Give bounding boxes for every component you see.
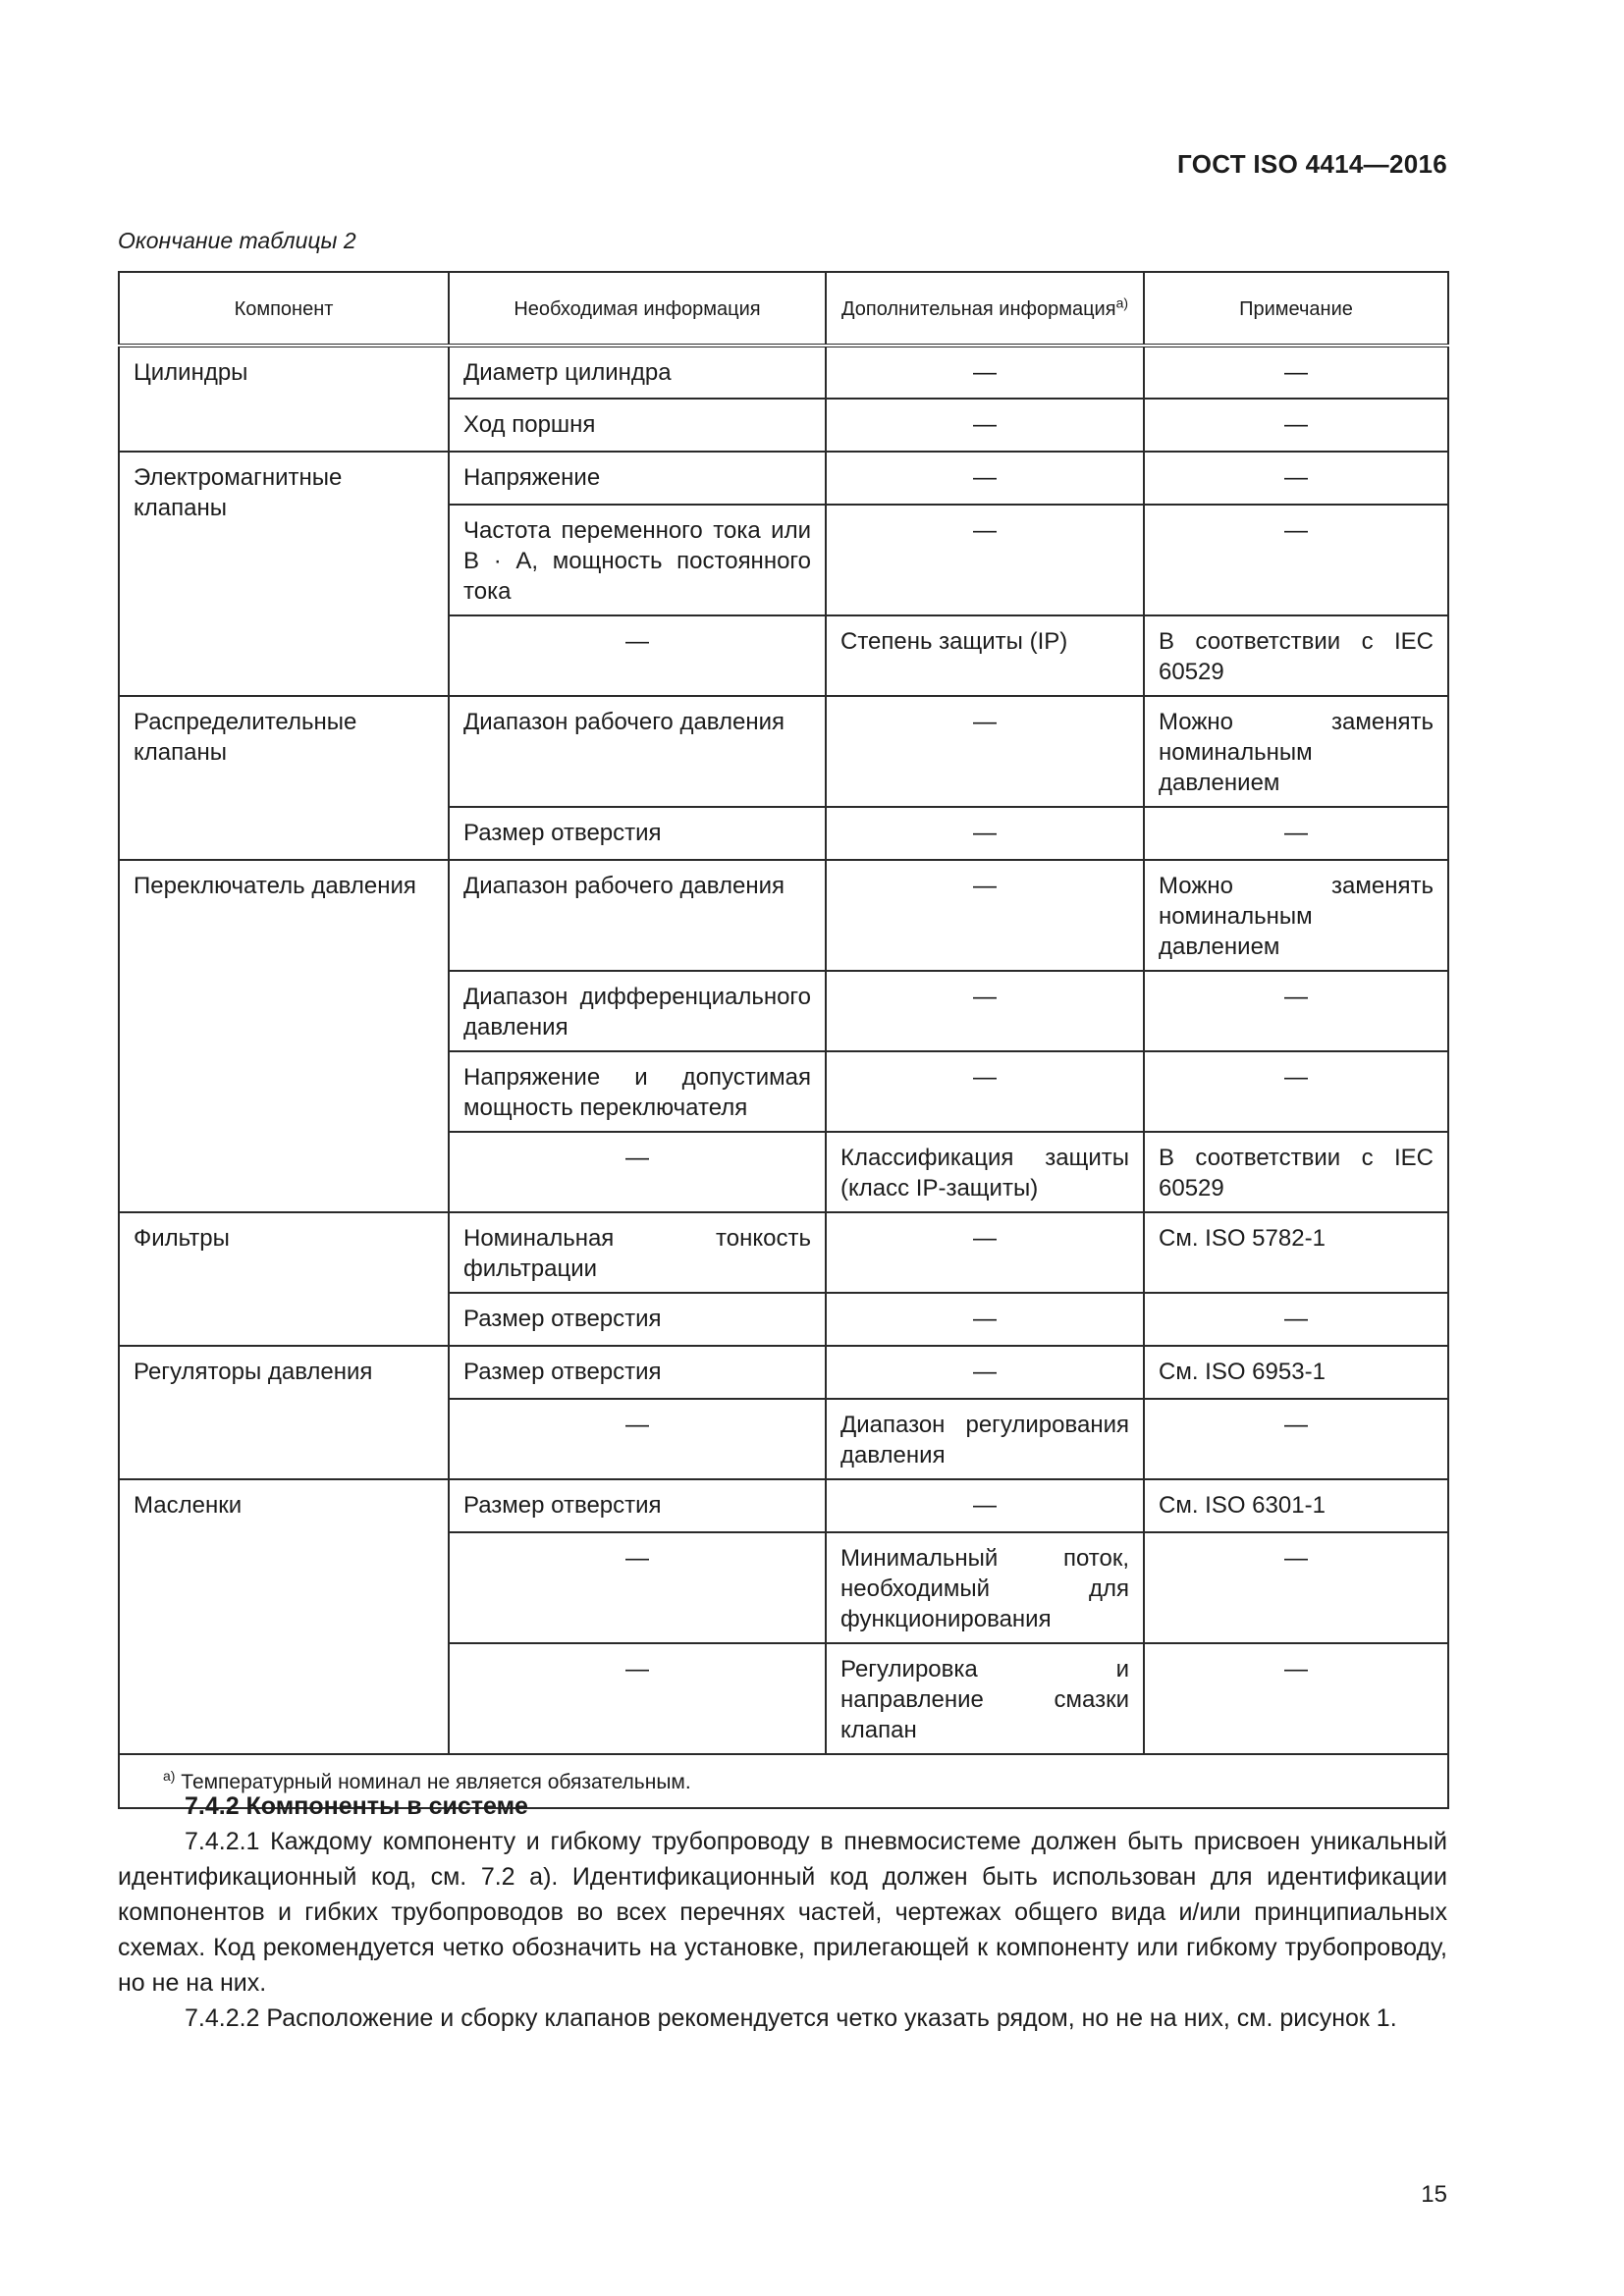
extra-info-cell: Регулировка и направление смазки клапан [826,1643,1144,1754]
column-header-note: Примечание [1144,272,1448,346]
note-cell: — [1144,971,1448,1051]
extra-info-cell: — [826,696,1144,807]
paragraph-7-4-2-2: 7.4.2.2 Расположение и сборку клапанов рекомендуется четко указать рядом, но не на них, см. рисунок 1. [185,2004,1397,2032]
note-cell: Можно заменять номинальным давлением [1144,860,1448,971]
note-cell: — [1144,1293,1448,1346]
column-header-required-info: Необходимая информация [449,272,826,346]
extra-info-cell: — [826,346,1144,399]
page-number: 15 [1421,2181,1447,2208]
note-cell: — [1144,1399,1448,1479]
column-header-extra-info: Дополнительная информация$^{a)}$ [826,272,1144,346]
extra-info-cell: — [826,1479,1144,1532]
table-row [119,1346,1448,1399]
table-row [119,1479,1448,1532]
extra-info-cell: Степень защиты (IP) [826,615,1144,696]
note-cell: — [1144,1643,1448,1754]
component-cell: Цилиндры [119,346,449,452]
extra-info-cell: — [826,807,1144,860]
required-info-cell: Размер отверстия [449,1346,826,1399]
note-cell: — [1144,1532,1448,1643]
note-cell: См. ISO 6301-1 [1144,1479,1448,1532]
required-info-cell: Номинальная тонкость фильтрации [449,1212,826,1293]
note-cell: В соответствии с IEC 60529 [1144,1132,1448,1212]
required-info-cell: Размер отверстия [449,1293,826,1346]
extra-info-cell: — [826,860,1144,971]
required-info-cell: Напряжение [449,452,826,505]
required-info-cell: Диапазон дифференциального давления [449,971,826,1051]
extra-info-cell: — [826,1212,1144,1293]
required-info-cell: Диапазон рабочего давления [449,860,826,971]
table-caption: Окончание таблицы 2 [118,228,356,253]
note-cell: См. ISO 6953-1 [1144,1346,1448,1399]
required-info-cell: — [449,615,826,696]
table-row [119,452,1448,505]
required-info-cell: — [449,1532,826,1643]
components-table [118,271,1449,1809]
extra-info-cell: — [826,1051,1144,1132]
component-cell: Переключатель давления [119,860,449,1212]
note-cell: Можно заменять номинальным давлением [1144,696,1448,807]
extra-info-cell: — [826,505,1144,615]
extra-info-cell: — [826,399,1144,452]
required-info-cell: — [449,1132,826,1212]
note-cell: — [1144,452,1448,505]
component-cell: Электромагнитные клапаны [119,452,449,696]
extra-info-cell: — [826,1346,1144,1399]
table-row [119,346,1448,399]
note-cell: — [1144,505,1448,615]
table-row [119,860,1448,971]
table-header-row [119,272,1448,346]
component-cell: Фильтры [119,1212,449,1346]
required-info-cell: Ход поршня [449,399,826,452]
footnote-marker: a) [163,1768,176,1784]
extra-info-cell: — [826,452,1144,505]
table-footnote: $^{a)}$ Температурный номинал не является обязательным. [119,1754,1448,1808]
note-cell: — [1144,807,1448,860]
column-header-component: Компонент [119,272,449,346]
required-info-cell: Диаметр цилиндра [449,346,826,399]
footnote-marker: a) [1115,294,1129,311]
required-info-cell: Напряжение и допустимая мощность переключателя [449,1051,826,1132]
note-cell: — [1144,1051,1448,1132]
required-info-cell: Размер отверстия [449,807,826,860]
required-info-cell: — [449,1643,826,1754]
required-info-cell: — [449,1399,826,1479]
section-title: 7.4.2 Компоненты в системе [185,1792,528,1820]
extra-info-cell: Минимальный поток, необходимый для функционирования [826,1532,1144,1643]
table-row [119,696,1448,807]
component-cell: Регуляторы давления [119,1346,449,1479]
paragraph-7-4-2-1: 7.4.2.1 Каждому компоненту и гибкому трубопроводу в пневмосистеме должен быть присвоен уникальный идентификационный код, см. 7.2 а). Идентификационный код должен быть использован для идентификации компонентов и гибких трубопроводов во всех перечнях частей, чертежах общего вида и/или принципиальных схемах. Код рекомендуется четко обозначить на установке, прилегающей к компоненту или гибкому трубопроводу, но не на них. [118,1828,1447,1997]
note-cell: — [1144,399,1448,452]
component-cell: Масленки [119,1479,449,1754]
component-cell: Распределительные клапаны [119,696,449,860]
note-cell: В соответствии с IEC 60529 [1144,615,1448,696]
extra-info-cell: Диапазон регулирования давления [826,1399,1144,1479]
table-row [119,1212,1448,1293]
extra-info-cell: — [826,1293,1144,1346]
required-info-cell: Частота переменного тока или В · А, мощность постоянного тока [449,505,826,615]
extra-info-cell: — [826,971,1144,1051]
required-info-cell: Размер отверстия [449,1479,826,1532]
extra-info-cell: Классификация защиты (класс IP-защиты) [826,1132,1144,1212]
document-standard-header: ГОСТ ISO 4414—2016 [1177,149,1447,179]
note-cell: См. ISO 5782-1 [1144,1212,1448,1293]
note-cell: — [1144,346,1448,399]
required-info-cell: Диапазон рабочего давления [449,696,826,807]
